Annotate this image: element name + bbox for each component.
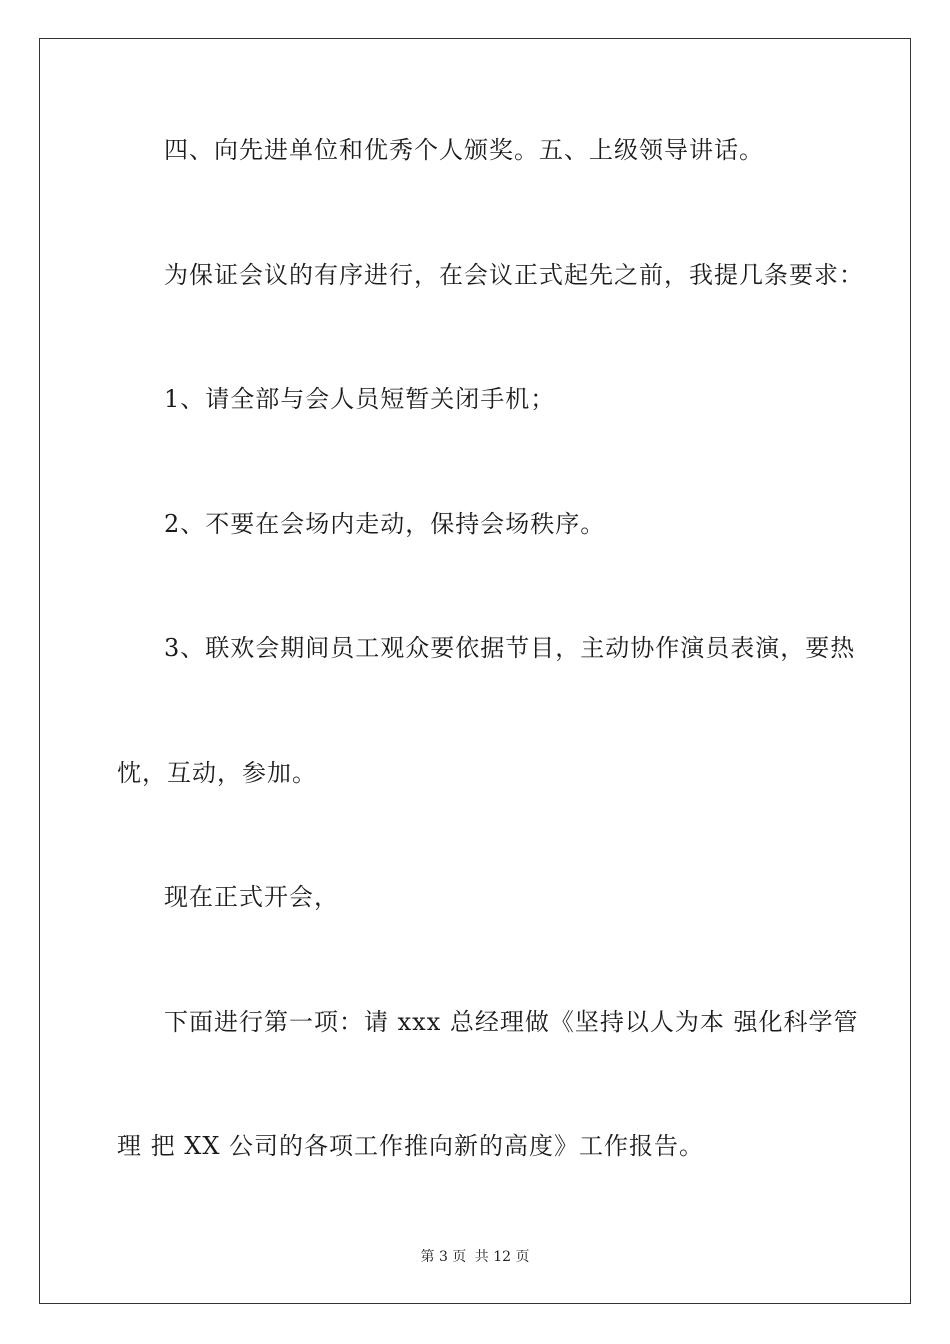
page-number: 第 3 页 xyxy=(420,1249,467,1265)
paragraph-requirement-2: 2、不要在会场内走动，保持会场秩序。 xyxy=(164,510,606,538)
page-total: 共 12 页 xyxy=(474,1249,530,1265)
paragraph-first-item-continued: 理 把 XX 公司的各项工作推向新的高度》工作报告。 xyxy=(117,1132,705,1160)
paragraph-awards: 四、向先进单位和优秀个人颁奖。五、上级领导讲话。 xyxy=(164,136,764,164)
page-footer xyxy=(0,1247,950,1267)
paragraph-requirements-intro: 为保证会议的有序进行，在会议正式起先之前，我提几条要求： xyxy=(164,261,864,289)
paragraph-requirement-3-continued: 忱，互动，参加。 xyxy=(117,759,317,787)
paragraph-first-item: 下面进行第一项：请 xxx 总经理做《坚持以人为本 强化科学管 xyxy=(164,1008,859,1036)
page-border xyxy=(39,38,911,1304)
paragraph-requirement-1: 1、请全部与会人员短暂关闭手机； xyxy=(164,385,556,413)
paragraph-requirement-3: 3、联欢会期间员工观众要依据节目，主动协作演员表演，要热 xyxy=(164,634,856,662)
paragraph-opening: 现在正式开会， xyxy=(164,883,339,911)
